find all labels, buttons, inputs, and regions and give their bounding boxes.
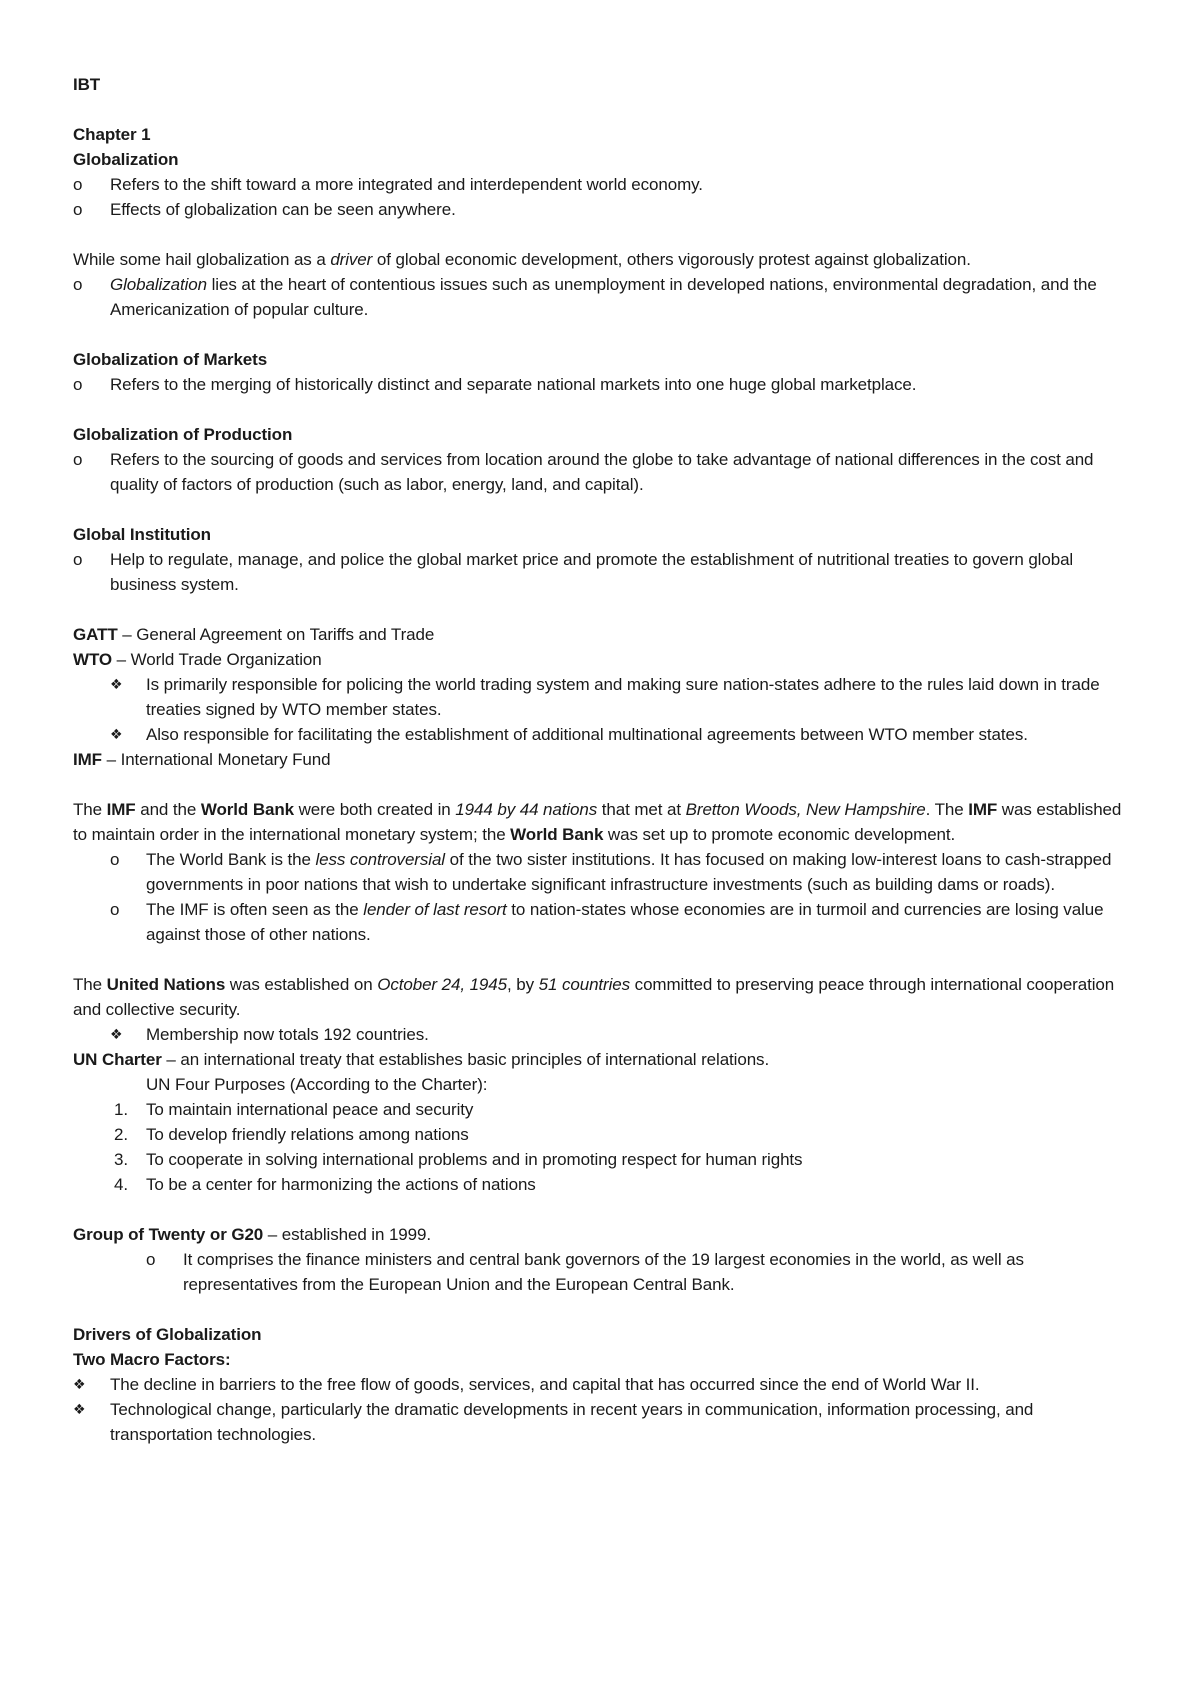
list-item: o Refers to the merging of historically distinct and separate national markets into one huge global marketplace. — [73, 375, 917, 394]
list-item: ❖ Is primarily responsible for policing the world trading system and making sure nation-states adhere to the rules laid down in trade treaties signed by WTO member states. — [110, 675, 1100, 719]
list-item: 4. To be a center for harmonizing the actions of nations — [114, 1175, 536, 1194]
list-item: o The IMF is often seen as the lender of last resort to nation-states whose economies are in turmoil and currencies are losing value against those of other nations. — [110, 900, 1104, 944]
institution-heading: Global Institution — [73, 525, 211, 544]
un-purposes-heading: UN Four Purposes (According to the Charter): — [146, 1075, 488, 1094]
list-item: 2. To develop friendly relations among nations — [114, 1125, 469, 1144]
paragraph-imf-world-bank: The IMF and the World Bank were both created in 1944 by 44 nations that met at Bretton Woods, New Hampshire. The IMF was established to maintain order in the international monetary system; the World Bank was set up to promote economic development. — [73, 800, 1122, 844]
list-item: ❖ Technological change, particularly the dramatic developments in recent years in communication, information processing, and transportation technologies. — [73, 1400, 1034, 1444]
un-charter-definition: UN Charter – an international treaty that establishes basic principles of international relations. — [73, 1050, 770, 1069]
list-item: ❖ Also responsible for facilitating the establishment of additional multinational agreements between WTO member states. — [110, 725, 1028, 744]
gatt-definition: GATT – General Agreement on Tariffs and Trade — [73, 625, 435, 644]
g20-definition: Group of Twenty or G20 – established in 1999. — [73, 1225, 431, 1244]
imf-definition: IMF – International Monetary Fund — [73, 750, 331, 769]
globalization-heading: Globalization — [73, 150, 179, 169]
list-item: 1. To maintain international peace and security — [114, 1100, 474, 1119]
list-item: ❖ Membership now totals 192 countries. — [110, 1025, 429, 1044]
list-item: o Refers to the sourcing of goods and services from location around the globe to take advantage of national differences in the cost and quality of factors of production (such as labor, energy, land, and capital). — [73, 450, 1094, 494]
list-item: o Globalization lies at the heart of contentious issues such as unemployment in developed nations, environmental degradation, and the Americanization of popular culture. — [73, 275, 1097, 319]
list-item: o It comprises the finance ministers and central bank governors of the 19 largest economies in the world, as well as representatives from the European Union and the European Central Bank. — [146, 1250, 1024, 1294]
document-body — [73, 72, 1133, 1447]
doc-title: IBT — [73, 75, 101, 94]
list-item: o Help to regulate, manage, and police the global market price and promote the establishment of nutritional treaties to govern global business system. — [73, 550, 1074, 594]
chapter-heading: Chapter 1 — [73, 125, 151, 144]
production-heading: Globalization of Production — [73, 425, 293, 444]
list-item: 3. To cooperate in solving international problems and in promoting respect for human rights — [114, 1150, 803, 1169]
paragraph-hail: While some hail globalization as a driver of global economic development, others vigorously protest against globalization. — [73, 250, 971, 269]
list-item: o Effects of globalization can be seen anywhere. — [73, 200, 456, 219]
paragraph-united-nations: The United Nations was established on October 24, 1945, by 51 countries committed to preserving peace through international cooperation and collective security. — [73, 975, 1115, 1019]
drivers-heading: Drivers of Globalization — [73, 1325, 262, 1344]
drivers-subheading: Two Macro Factors: — [73, 1350, 231, 1369]
markets-heading: Globalization of Markets — [73, 350, 268, 369]
list-item: ❖ The decline in barriers to the free flow of goods, services, and capital that has occurred since the end of World War II. — [73, 1375, 980, 1394]
wto-definition: WTO – World Trade Organization — [73, 650, 322, 669]
list-item: o Refers to the shift toward a more integrated and interdependent world economy. — [73, 175, 703, 194]
list-item: o The World Bank is the less controversial of the two sister institutions. It has focused on making low-interest loans to cash-strapped governments in poor nations that wish to undertake significant infrastructure investments (such as building dams or roads). — [110, 850, 1112, 894]
